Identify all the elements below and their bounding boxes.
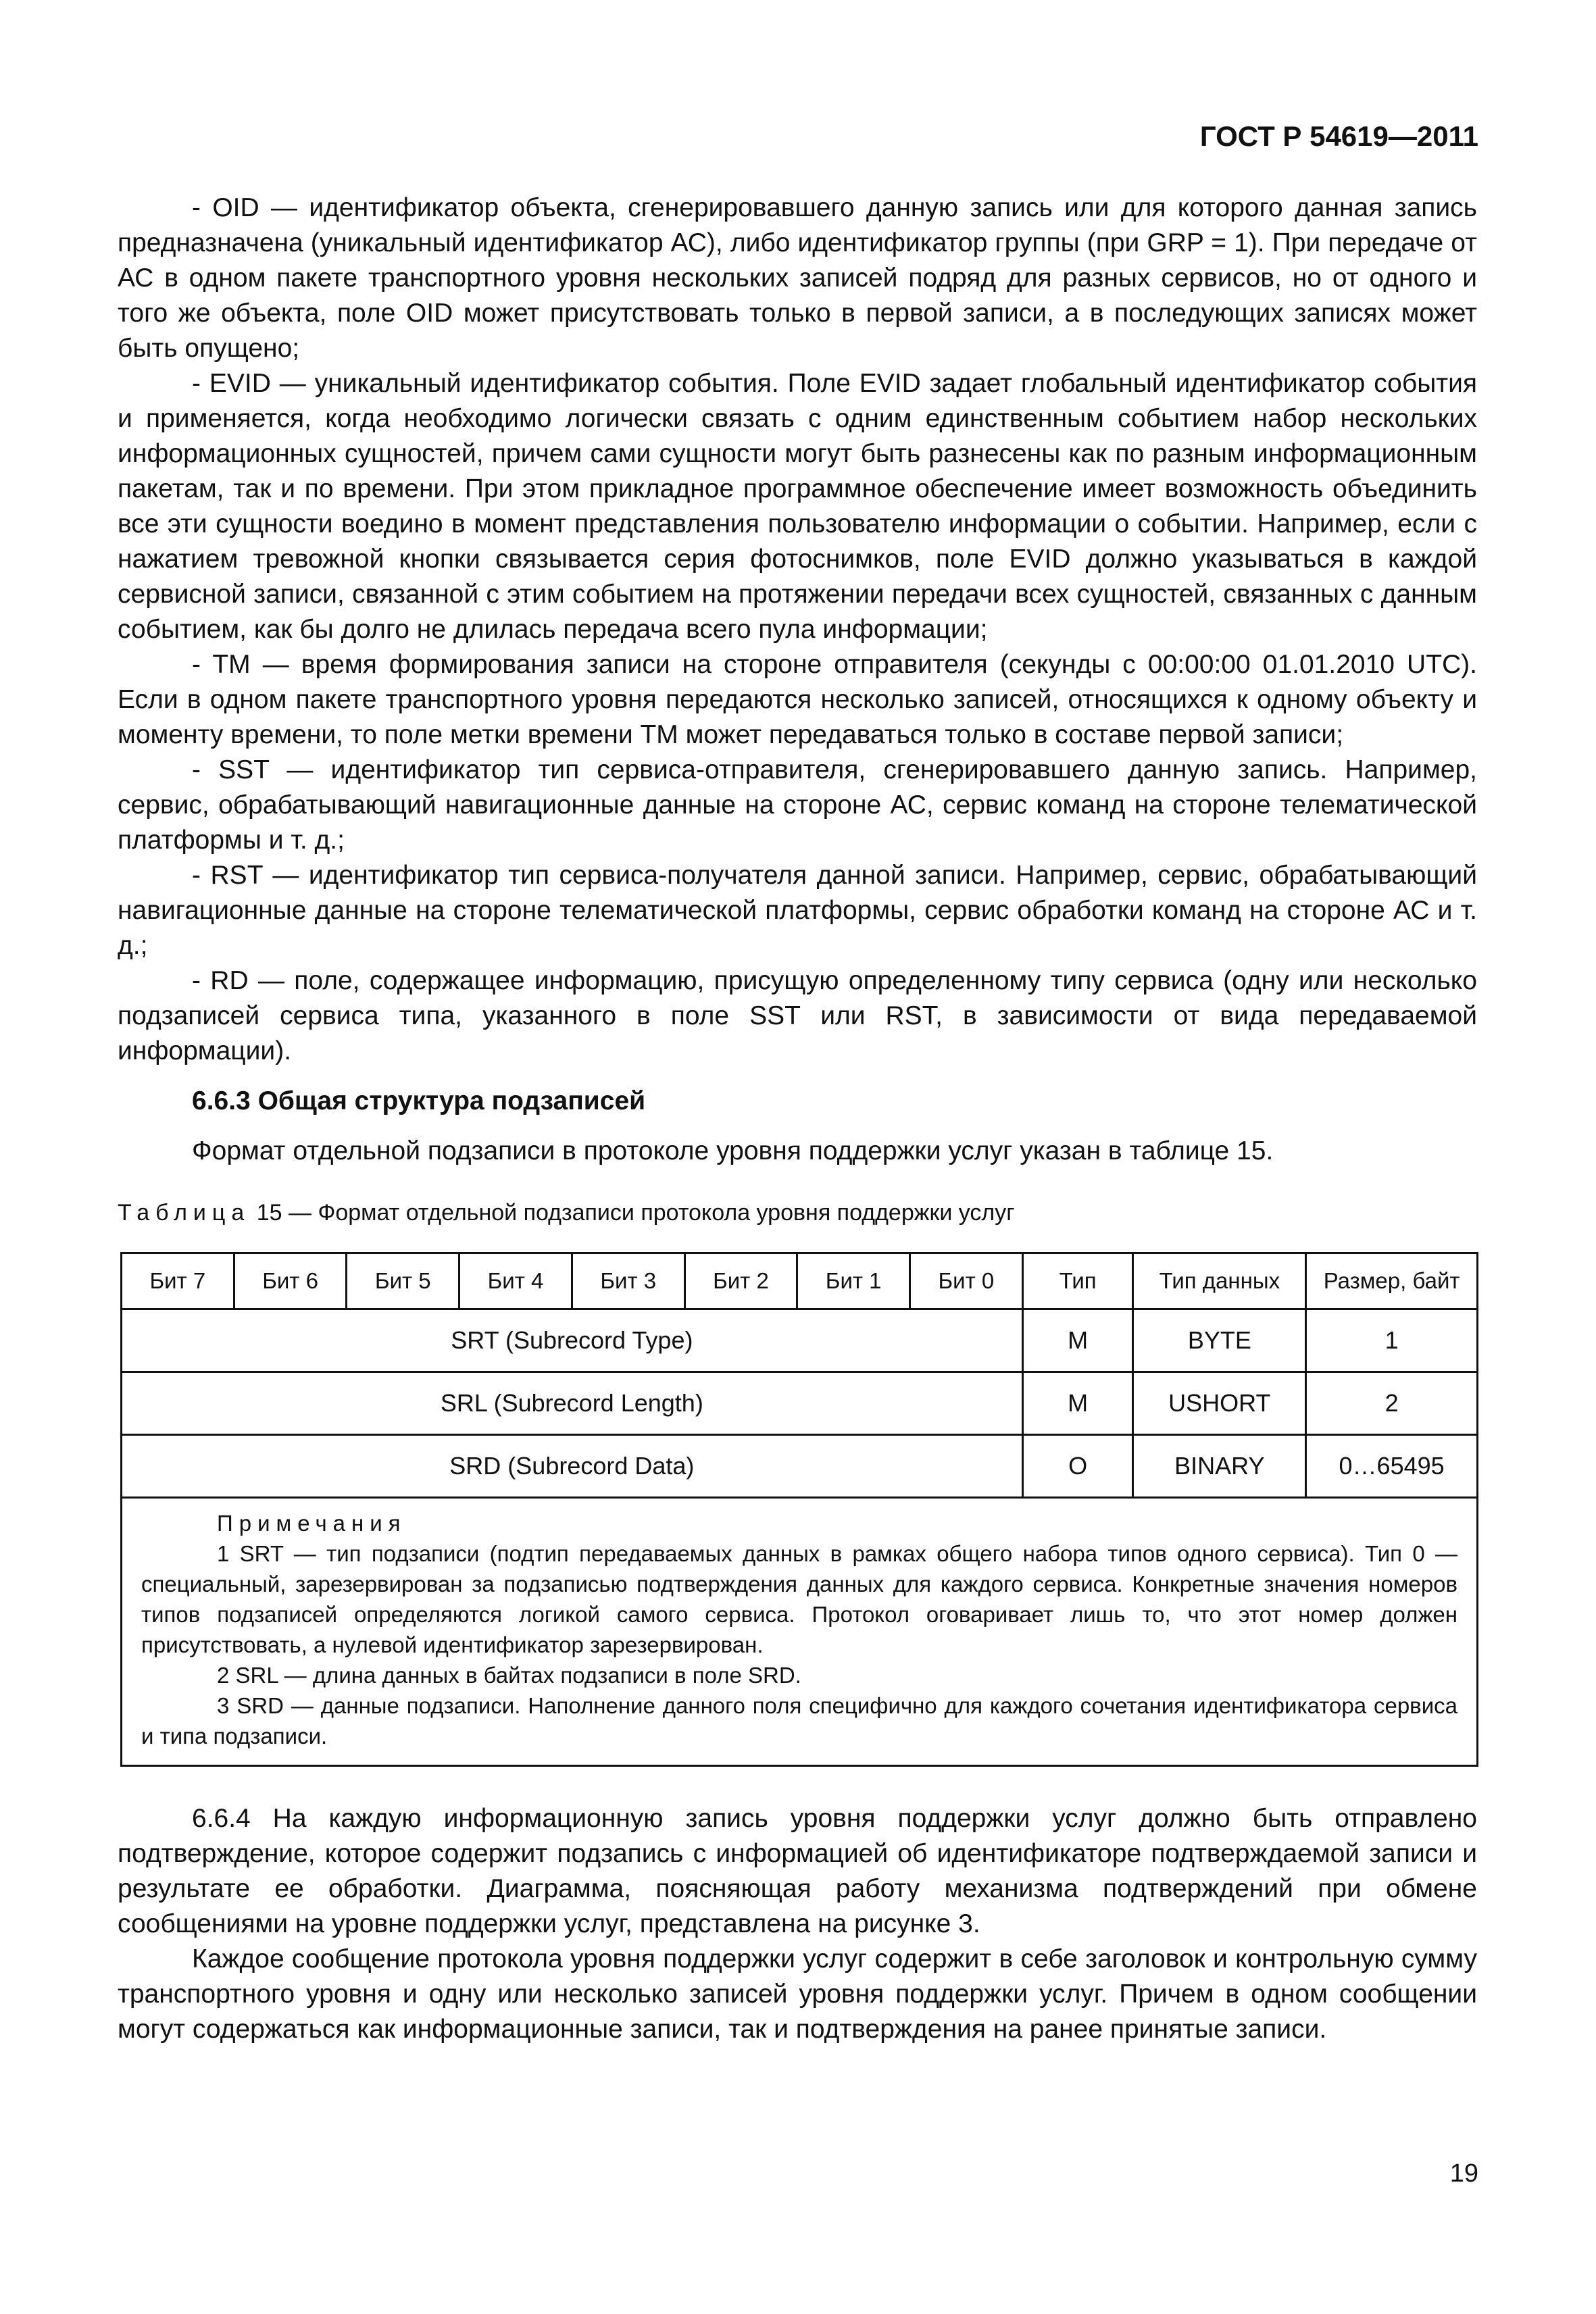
size-cell: 2 [1306,1372,1478,1435]
table-row [122,1309,1478,1372]
data-type-cell: BYTE [1133,1309,1306,1372]
header-data-type: Тип данных [1133,1253,1306,1309]
type-cell: O [1022,1435,1133,1498]
notes-cell [122,1498,1478,1766]
field-cell: SRD (Subrecord Data) [122,1435,1023,1498]
header-size: Размер, байт [1306,1253,1478,1309]
type-cell: M [1022,1309,1133,1372]
note-2: 2 SRL — длина данных в байтах подзаписи в поле SRD. [217,1663,801,1688]
type-cell: M [1022,1372,1133,1435]
paragraph-message-structure: Каждое сообщение протокола уровня поддержки услуг содержит в себе заголовок и контрольную сумму транспортного уровня и одну или несколько записей уровня поддержки услуг. Причем в одном сообщении могут содержаться как информационные записи, так и подтверждения на ранее принятые записи. [118,1944,1477,2044]
table-row [122,1435,1478,1498]
header-bit3: Бит 3 [572,1253,684,1309]
paragraph-rd: - RD — поле, содержащее информацию, присущую определенному типу сервиса (одну или несколько подзаписей сервиса типа, указанного в поле SST или RST, в зависимости от вида передаваемой информации). [118,966,1477,1065]
header-bit6: Бит 6 [234,1253,347,1309]
size-cell: 1 [1306,1309,1478,1372]
notes-title: Примечания [217,1511,407,1536]
table-caption-text: 15 — Формат отдельной подзаписи протокола уровня поддержки услуг [256,1200,1015,1226]
paragraph-evid: - EVID — уникальный идентификатор события. Поле EVID задает глобальный идентификатор события и применяется, когда необходимо логически связать с одним единственным событием набор нескольких информационных сущностей, причем сами сущности могут быть разнесены как по разным информационным пакетам, так и по времени. При этом прикладное программное обеспечение имеет возможность объединить все эти сущности воедино в момент представления пользователю информации о событии. Например, если с нажатием тревожной кнопки связывается серия фотоснимков, поле EVID должно указываться в каждой сервисной записи, связанной с этим событием на протяжении передачи всех сущностей, связанных с данным событием, как бы долго не длилась передача всего пула информации; [118,369,1477,644]
table-caption-label: Таблица [118,1200,251,1226]
paragraph-sst: - SST — идентификатор тип сервиса-отправителя, сгенерировавшего данную запись. Например, сервис, обрабатывающий навигационные данные на стороне АС, сервис команд на стороне телематической платформы и т. д.; [118,755,1477,855]
header-bit7: Бит 7 [122,1253,234,1309]
header-bit1: Бит 1 [797,1253,910,1309]
size-cell: 0…65495 [1306,1435,1478,1498]
section-intro: Формат отдельной подзаписи в протоколе уровня поддержки услуг указан в таблице 15. [192,1136,1274,1165]
section-title: 6.6.3 Общая структура подзаписей [192,1086,646,1115]
body-text-top [118,191,1477,1169]
paragraph-tm: - TM — время формирования записи на стороне отправителя (секунды с 00:00:00 01.01.2010 UTC). Если в одном пакете транспортного уровня передаются несколько записей, относящихся к одному объекту и моменту времени, то поле метки времени TM может передаваться только в составе первой записи; [118,650,1477,749]
header-bit5: Бит 5 [347,1253,459,1309]
paragraph-rst: - RST — идентификатор тип сервиса-получателя данной записи. Например, сервис, обрабатывающий навигационные данные на стороне телематической платформы, сервис обработки команд на стороне АС и т. д.; [118,861,1477,960]
subrecord-format-table [120,1252,1478,1767]
header-bit4: Бит 4 [459,1253,572,1309]
note-1: 1 SRT — тип подзаписи (подтип передаваемых данных в рамках общего набора типов одного сервиса). Тип 0 — специальный, зарезервирован за подзаписью подтверждения данных для каждого сервиса. Конкретные значения номеров типов подзаписей определяются логикой самого сервиса. Протокол оговаривает лишь то, что этот номер должен присутствовать, а нулевой идентификатор зарезервирован. [141,1541,1457,1657]
document-header: ГОСТ Р 54619—2011 [1199,120,1478,152]
page-number: 19 [1449,2159,1478,2188]
header-type: Тип [1022,1253,1133,1309]
table-row [122,1372,1478,1435]
table-notes-row [122,1498,1478,1766]
paragraph-664: 6.6.4 На каждую информационную запись уровня поддержки услуг должно быть отправлено подтверждение, которое содержит подзапись с информацией об идентификаторе подтверждаемой записи и результате ее обработки. Диаграмма, поясняющая работу механизма подтверждений при обмене сообщениями на уровне поддержки услуг, представлена на рисунке 3. [118,1804,1477,1938]
note-3: 3 SRD — данные подзаписи. Наполнение данного поля специфично для каждого сочетания идентификатора сервиса и типа подзаписи. [141,1693,1457,1749]
header-bit2: Бит 2 [684,1253,797,1309]
data-type-cell: USHORT [1133,1372,1306,1435]
table-caption [118,1200,1015,1226]
table-header-row [122,1253,1478,1309]
data-type-cell: BINARY [1133,1435,1306,1498]
field-cell: SRL (Subrecord Length) [122,1372,1023,1435]
field-cell: SRT (Subrecord Type) [122,1309,1023,1372]
body-text-bottom [118,1801,1477,2047]
paragraph-oid: - OID — идентификатор объекта, сгенерировавшего данную запись или для которого данная запись предназначена (уникальный идентификатор АС), либо идентификатор группы (при GRP = 1). При передаче от АС в одном пакете транспортного уровня нескольких записей подряд для разных сервисов, но от одного и того же объекта, поле OID может присутствовать только в первой записи, а в последующих записях может быть опущено; [118,193,1477,363]
header-bit0: Бит 0 [910,1253,1023,1309]
